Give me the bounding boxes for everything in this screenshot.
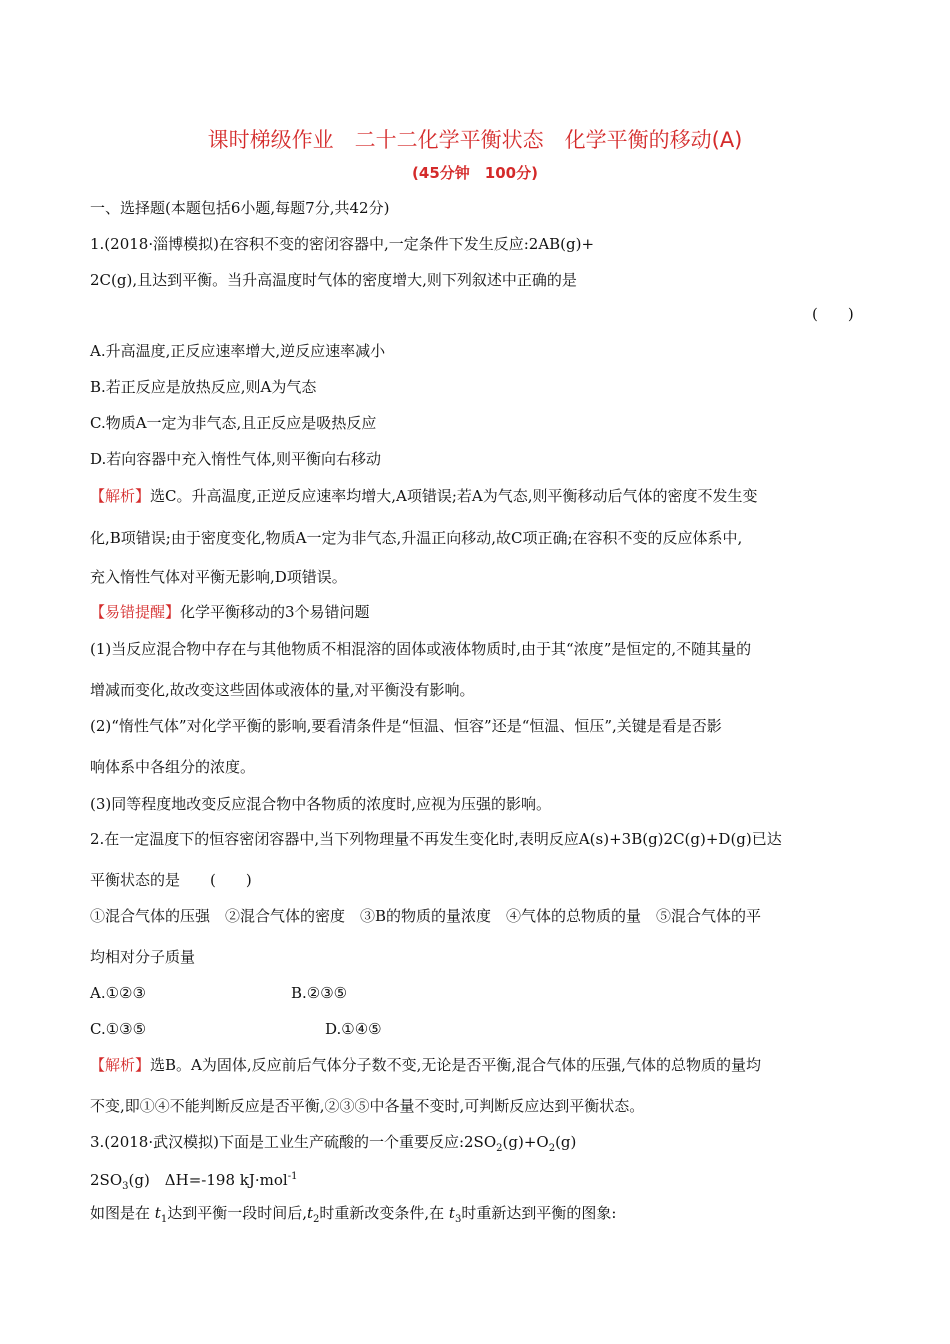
q3-stem-line1 <box>90 1132 576 1159</box>
q3-text: 时重新达到平衡的图象: <box>461 1204 617 1222</box>
q3-text: (g) <box>555 1133 577 1151</box>
q2-analysis-line1 <box>90 1055 761 1075</box>
q3-text: 时重新改变条件,在 <box>319 1204 449 1222</box>
q3-stem-line2 <box>90 1167 297 1197</box>
q3-text: 3.(2018·武汉模拟)下面是工业生产硫酸的一个重要反应:2SO <box>90 1133 497 1151</box>
q1-option-a: A.升高温度,正反应速率增大,逆反应速率减小 <box>90 342 386 360</box>
q1-tip2-line1: (2)“惰性气体”对化学平衡的影响,要看清条件是“恒温、恒容”还是“恒温、恒压”,关键是看是否影 <box>90 717 722 735</box>
analysis-text: 选C。升高温度,正逆反应速率均增大,A项错误;若A为气态,则平衡移动后气体的密度不发生变 <box>150 487 758 505</box>
q3-text: 达到平衡一段时间后, <box>167 1204 307 1222</box>
q2-items-line2: 均相对分子质量 <box>90 948 196 966</box>
q1-analysis-line2: 化,B项错误;由于密度变化,物质A一定为非气态,升温正向移动,故C项正确;在容积不变的反应体系中, <box>90 529 743 547</box>
q3-stem-line3 <box>90 1203 616 1230</box>
subscript: 2 <box>496 1143 503 1154</box>
q1-tip3: (3)同等程度地改变反应混合物中各物质的浓度时,应视为压强的影响。 <box>90 795 552 813</box>
q1-option-d: D.若向容器中充入惰性气体,则平衡向右移动 <box>90 450 382 468</box>
q3-text: (g) ΔH=-198 kJ·mol <box>128 1171 288 1189</box>
q3-text: 2SO <box>90 1171 123 1189</box>
q3-text: 如图是在 <box>90 1204 155 1222</box>
analysis-tag: 【解析】 <box>90 1056 151 1074</box>
subscript: 2 <box>548 1143 556 1154</box>
subscript: 3 <box>454 1214 462 1225</box>
q1-tip2-line2: 响体系中各组分的浓度。 <box>90 758 256 776</box>
time-symbol: t <box>448 1204 455 1222</box>
q2-stem-line1: 2.在一定温度下的恒容密闭容器中,当下列物理量不再发生变化时,表明反应A(s)+3B(g)2C(g)+D(g)已达 <box>90 830 782 848</box>
section-heading: 一、选择题(本题包括6小题,每题7分,共42分) <box>90 199 390 217</box>
subscript: 3 <box>122 1181 129 1192</box>
page-title: 课时梯级作业 二十二化学平衡状态 化学平衡的移动(A) <box>207 128 743 152</box>
q1-tip1-line1: (1)当反应混合物中存在与其他物质不相混溶的固体或液体物质时,由于其“浓度”是恒定的,不随其量的 <box>90 640 752 658</box>
q1-option-b: B.若正反应是放热反应,则A为气态 <box>90 378 317 396</box>
q1-stem-line2: 2C(g),且达到平衡。当升高温度时气体的密度增大,则下列叙述中正确的是 <box>90 271 577 289</box>
analysis-tag: 【解析】 <box>90 487 151 505</box>
time-symbol: t <box>306 1204 313 1222</box>
q1-stem-line1: 1.(2018·淄博模拟)在容积不变的密闭容器中,一定条件下发生反应:2AB(g)+ <box>90 235 595 253</box>
subscript: 2 <box>313 1214 320 1225</box>
q1-tip1-line2: 增减而变化,故改变这些固体或液体的量,对平衡没有影响。 <box>90 681 475 699</box>
q2-option-b: B.②③⑤ <box>291 984 348 1002</box>
page-subtitle: (45分钟 100分) <box>412 164 538 182</box>
q2-option-a: A.①②③ <box>90 984 146 1002</box>
tip-tag: 【易错提醒】 <box>90 603 181 621</box>
analysis-text: 选B。A为固体,反应前后气体分子数不变,无论是否平衡,混合气体的压强,气体的总物质的量均 <box>150 1056 761 1074</box>
q1-option-c: C.物质A一定为非气态,且正反应是吸热反应 <box>90 414 377 432</box>
q2-items-line1: ①混合气体的压强 ②混合气体的密度 ③B的物质的量浓度 ④气体的总物质的量 ⑤混合气体的平 <box>90 907 762 925</box>
q1-analysis-line1 <box>90 486 758 506</box>
q1-analysis-line3: 充入惰性气体对平衡无影响,D项错误。 <box>90 568 347 586</box>
time-symbol: t <box>154 1204 161 1222</box>
q2-option-c: C.①③⑤ <box>90 1020 147 1038</box>
q1-answer-blank: ( ) <box>812 305 854 323</box>
q2-analysis-line2: 不变,即①④不能判断反应是否平衡,②③⑤中各量不变时,可判断反应达到平衡状态。 <box>90 1097 645 1115</box>
q2-stem-line2: 平衡状态的是 ( ) <box>90 871 252 889</box>
tip-heading-text: 化学平衡移动的3个易错问题 <box>180 603 370 621</box>
superscript: -1 <box>287 1171 298 1182</box>
q3-text: (g)+O <box>502 1133 549 1151</box>
q1-tip-heading <box>90 602 370 622</box>
subscript: 1 <box>160 1214 168 1225</box>
q2-option-d: D.①④⑤ <box>325 1020 382 1038</box>
